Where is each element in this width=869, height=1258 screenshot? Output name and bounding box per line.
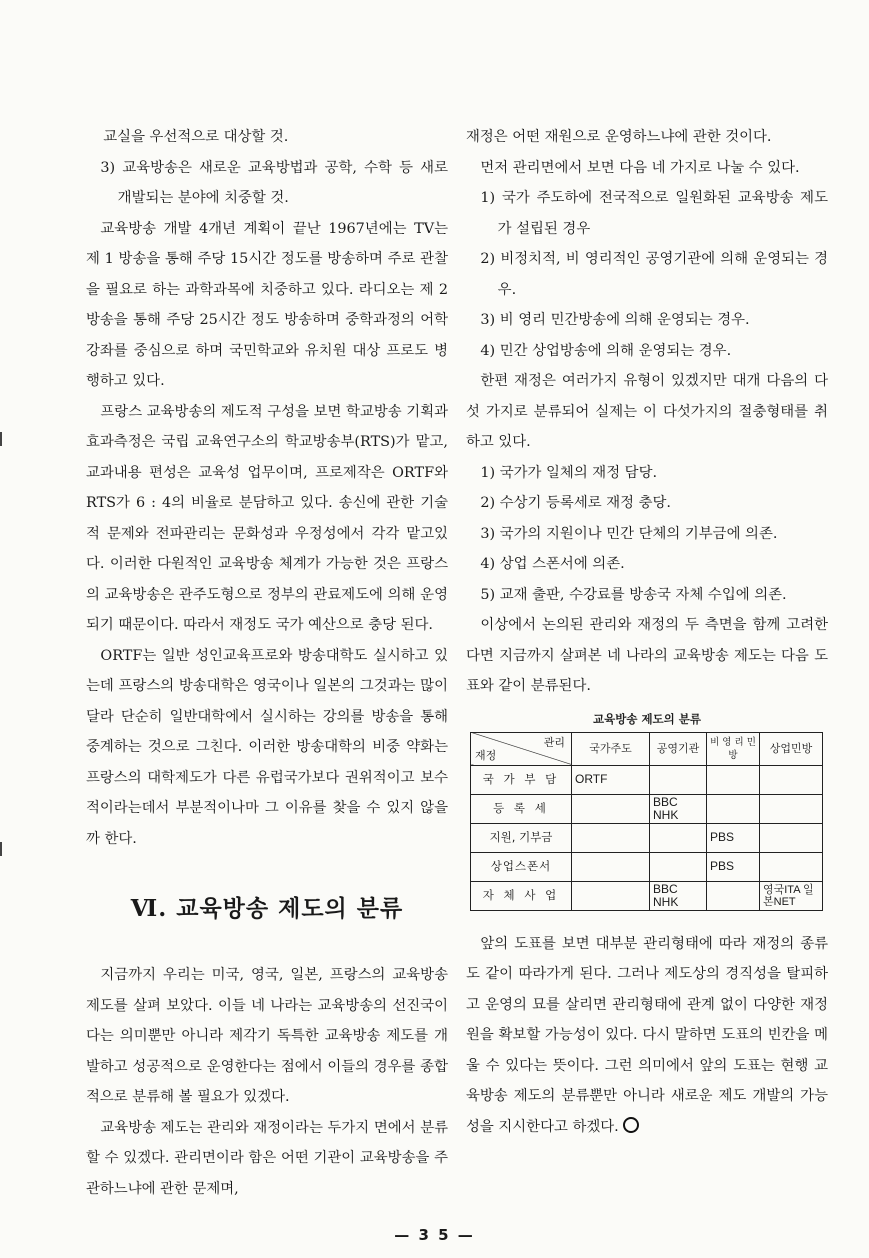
table-cell (572, 881, 650, 910)
table-cell (707, 794, 760, 823)
paragraph: 지금까지 우리는 미국, 영국, 일본, 프랑스의 교육방송 제도를 살펴 보았다. 이들 네 나라는 교육방송의 선진국이다는 의미뿐만 아니라 제각기 독특한 교육방송 제도를 개발하고 성공적으로 운영한다는 점에서 이들의 경우를 종합적으로 분류해 볼 필요가 있겠다. (86, 967, 448, 1105)
list-item: 5) 교재 출판, 수강료를 방송국 자체 수입에 의존. (480, 586, 787, 603)
table-cell (760, 794, 823, 823)
table-cell: PBS (707, 823, 760, 852)
list-item: 4) 민간 상업방송에 의해 운영되는 경우. (480, 342, 732, 359)
table-corner-cell (471, 732, 572, 765)
row-header: 등 록 세 (471, 794, 572, 823)
table-header-row (471, 732, 823, 765)
table-cell: PBS (707, 852, 760, 881)
row-header: 자 체 사 업 (471, 881, 572, 910)
table-cell: 영국ITA 일본NET (760, 881, 823, 910)
end-mark-circle-icon (623, 1117, 639, 1133)
scan-edge-mark (0, 842, 2, 856)
paragraph: 프랑스 교육방송의 제도적 구성을 보면 학교방송 기획과 효과측정은 국립 교육연구소의 학교방송부(RTS)가 맡고, 교과내용 편성은 교육성 업무이며, 프로제작은 ORTF와 RTS가 6 : 4의 비율로 분담하고 있다. 송신에 관한 기술적 문제와 전파관리는 문화성과 우정성에서 각각 맡고있다. 이러한 다원적인 교육방송 체계가 가능한 것은 프랑스의 교육방송은 관주도형으로 정부의 관료제도에 의해 운영되기 때문이다. 따라서 재정도 국가 예산으로 충당 된다. (86, 403, 448, 633)
table-caption: 교육방송 제도의 분류 (593, 711, 701, 726)
column-header: 국가주도 (572, 732, 650, 765)
list-item: 2) 비정치적, 비 영리적인 공영기관에 의해 운영되는 경우. (480, 251, 828, 298)
paragraph (466, 929, 828, 1143)
table-cell (650, 852, 707, 881)
paragraph: ORTF는 일반 성인교육프로와 방송대학도 실시하고 있는데 프랑스의 방송대학은 영국이나 일본의 그것과는 많이 달라 단순히 일반대학에서 실시하는 강의를 방송을 통해 중계하는 것으로 그친다. 이러한 방송대학의 비중 약화는 프랑스의 대학제도가 다른 유럽국가보다 권위적이고 보수적이라는데서 부분적이나마 그 이유를 찾을 수 있지 않을까 한다. (86, 647, 448, 847)
list-item: 3) 교육방송은 새로운 교육방법과 공학, 수학 등 새로 개발되는 분야에 치중할 것. (100, 159, 448, 206)
list-item: 1) 국가 주도하에 전국적으로 일원화된 교육방송 제도가 설립된 경우 (480, 190, 828, 237)
section-heading: Ⅵ. 교육방송 제도의 분류 (130, 895, 404, 922)
corner-label-management: 관리 (543, 735, 565, 749)
paragraph: 교실을 우선적으로 대상할 것. (103, 129, 289, 145)
table-cell (572, 794, 650, 823)
paragraph: 먼저 관리면에서 보면 다음 네 가지로 나눌 수 있다. (480, 159, 800, 176)
paragraph: 교육방송 제도는 관리와 재정이라는 두가지 면에서 분류할 수 있겠다. 관리면이라 함은 어떤 기관이 교육방송을 주관하느냐에 관한 문제며, (86, 1119, 448, 1197)
table-row (471, 823, 823, 852)
list-item: 4) 상업 스폰서에 의존. (480, 556, 625, 572)
column-header: 공영기관 (650, 732, 707, 765)
table-cell: ORTF (572, 765, 650, 794)
table-cell (760, 823, 823, 852)
table-cell (707, 765, 760, 794)
table-cell: BBC NHK (650, 794, 707, 823)
corner-label-finance: 재정 (475, 748, 497, 762)
table-cell (760, 765, 823, 794)
scan-edge-mark (0, 432, 2, 446)
paragraph: 한편 재정은 여러가지 유형이 있겠지만 대개 다음의 다섯 가지로 분류되어 실제는 이 다섯가지의 절충형태를 취하고 있다. (466, 373, 828, 450)
left-column (86, 122, 448, 1204)
paragraph: 교육방송 개발 4개년 계획이 끝난 1967년에는 TV는 제 1 방송을 통해 주당 15시간 정도를 방송하며 주로 관찰을 필요로 하는 과학과목에 치중하고 있다. 라디오는 제 2 방송을 통해 주당 25시간 정도 방송하며 중학과정의 어학강좌를 중심으로 하며 국민학교와 유치원 대상 프로도 병행하고 있다. (86, 220, 448, 389)
page-number: — 3 5 — (394, 1226, 475, 1244)
table-cell (572, 852, 650, 881)
list-item: 1) 국가가 일체의 재정 담당. (480, 464, 658, 481)
paragraph: 이상에서 논의된 관리와 재정의 두 측면을 함께 고려한다면 지금까지 살펴본 네 나라의 교육방송 제도는 다음 도표와 같이 분류된다. (466, 617, 828, 694)
paragraph: 재정은 어떤 재원으로 운영하느냐에 관한 것이다. (466, 129, 772, 145)
table-cell: BBC NHK (650, 881, 707, 910)
row-header: 국 가 부 담 (471, 765, 572, 794)
table-cell (707, 881, 760, 910)
table-row (471, 794, 823, 823)
paragraph-text: 앞의 도표를 보면 대부분 관리형태에 따라 재정의 종류도 같이 따라가게 된다. 그러나 제도상의 경직성을 탈피하고 운영의 묘를 살리면 관리형태에 관계 없이 다양한 재정원을 확보할 가능성이 있다. 다시 말하면 도표의 빈칸을 메울 수 있다는 뜻이다. 그런 의미에서 앞의 도표는 현행 교육방송 제도의 분류뿐만 아니라 새로운 제도 개발의 가능성을 지시한다고 하겠다. (466, 935, 828, 1135)
table-row (471, 765, 823, 794)
table-cell (650, 765, 707, 794)
row-header: 상업스폰서 (471, 852, 572, 881)
table-cell (572, 823, 650, 852)
right-column (466, 122, 828, 1142)
row-header: 지원, 기부금 (471, 823, 572, 852)
table-cell (650, 823, 707, 852)
table-cell (760, 852, 823, 881)
table-row (471, 881, 823, 910)
column-header: 비 영 리 민 방 (707, 732, 760, 765)
table-row (471, 852, 823, 881)
column-header: 상업민방 (760, 732, 823, 765)
list-item: 2) 수상기 등록세로 재정 충당. (480, 495, 671, 511)
classification-table (470, 732, 823, 911)
list-item: 3) 비 영리 민간방송에 의해 운영되는 경우. (480, 312, 750, 328)
list-item: 3) 국가의 지원이나 민간 단체의 기부금에 의존. (480, 525, 778, 542)
